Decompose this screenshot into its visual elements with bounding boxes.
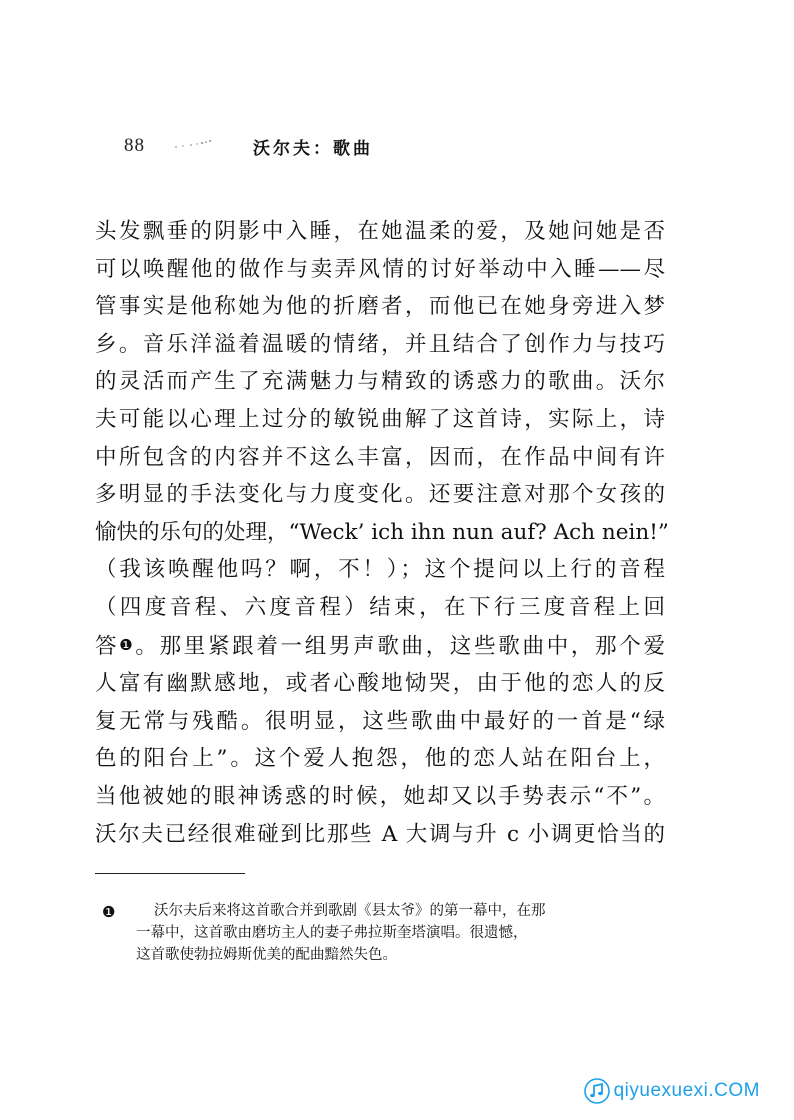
text-line: 那里紧跟着一组男声歌曲，这些歌曲中，那个爱: [159, 633, 665, 659]
footnote-marker: ❶: [102, 903, 116, 921]
body-text: [95, 213, 669, 853]
running-title: 沃尔夫：歌曲: [253, 138, 373, 159]
text-line: （四度音程、六度音程）结束，在下行三度音程上回: [95, 594, 665, 620]
text-line: 多明显的手法变化与力度变化。还要注意对那个女孩的: [95, 482, 665, 508]
text-line: 复无常与残酷。很明显，这些歌曲中最好的一首是“绿: [95, 708, 665, 734]
page-header: [124, 132, 373, 160]
text-line: 愉快的乐句的处理，“Weck’ ich ihn nun auf? Ach nein!”: [95, 519, 669, 545]
line-prefix: 答: [95, 633, 120, 659]
footnote-line: 沃尔夫后来将这首歌合并到歌剧《县太爷》的第一幕中，在那: [154, 903, 546, 919]
text-line: 人富有幽默感地，或者心酸地恸哭，由于他的恋人的反: [95, 671, 665, 697]
text-line: （我该唤醒他吗？啊，不！）；这个提问以上行的音程: [95, 557, 665, 583]
music-note-logo-icon: [584, 1078, 610, 1104]
text-line: 夫可能以心理上过分的敏锐曲解了这首诗，实际上，诗: [95, 406, 665, 432]
watermark-text: qiyuexuexi.COM: [613, 1080, 760, 1101]
text-line: 头发飘垂的阴影中入睡，在她温柔的爱，及她问她是否: [95, 219, 665, 244]
print-speckle-mark: [173, 139, 213, 149]
line-suffix: 。: [135, 633, 160, 659]
text-line-with-note: [95, 627, 665, 666]
text-line: 中所包含的内容并不这么丰富，因而，在作品中间有许: [95, 444, 665, 470]
footnote-divider: [95, 873, 245, 874]
text-line: 的灵活而产生了充满魅力与精致的诱惑力的歌曲。沃尔: [95, 369, 665, 395]
footnote-reference[interactable]: ❶: [119, 635, 136, 654]
text-line: 沃尔夫已经很难碰到比那些 A 大调与升 c 小调更恰当的: [95, 821, 665, 847]
text-line: 乡。音乐洋溢着温暖的情绪，并且结合了创作力与技巧: [95, 331, 665, 357]
text-line: 当他被她的眼神诱惑的时候，她却又以手势表示“不”。: [95, 783, 665, 809]
site-watermark: [584, 1078, 760, 1104]
page-number: 88: [124, 135, 145, 156]
footnote-line: 一幕中，这首歌由磨坊主人的妻子弗拉斯奎塔演唱。很遗憾，: [136, 925, 528, 941]
footnote: [102, 900, 662, 966]
footnote-line: 这首歌使勃拉姆斯优美的配曲黯然失色。: [136, 947, 397, 963]
text-line: 色的阳台上”。这个爱人抱怨，他的恋人站在阳台上，: [95, 746, 665, 772]
text-line: 管事实是他称她为他的折磨者，而他已在她身旁进入梦: [95, 294, 665, 320]
text-line: 可以唤醒他的做作与卖弄风情的讨好举动中入睡——尽: [95, 256, 665, 282]
